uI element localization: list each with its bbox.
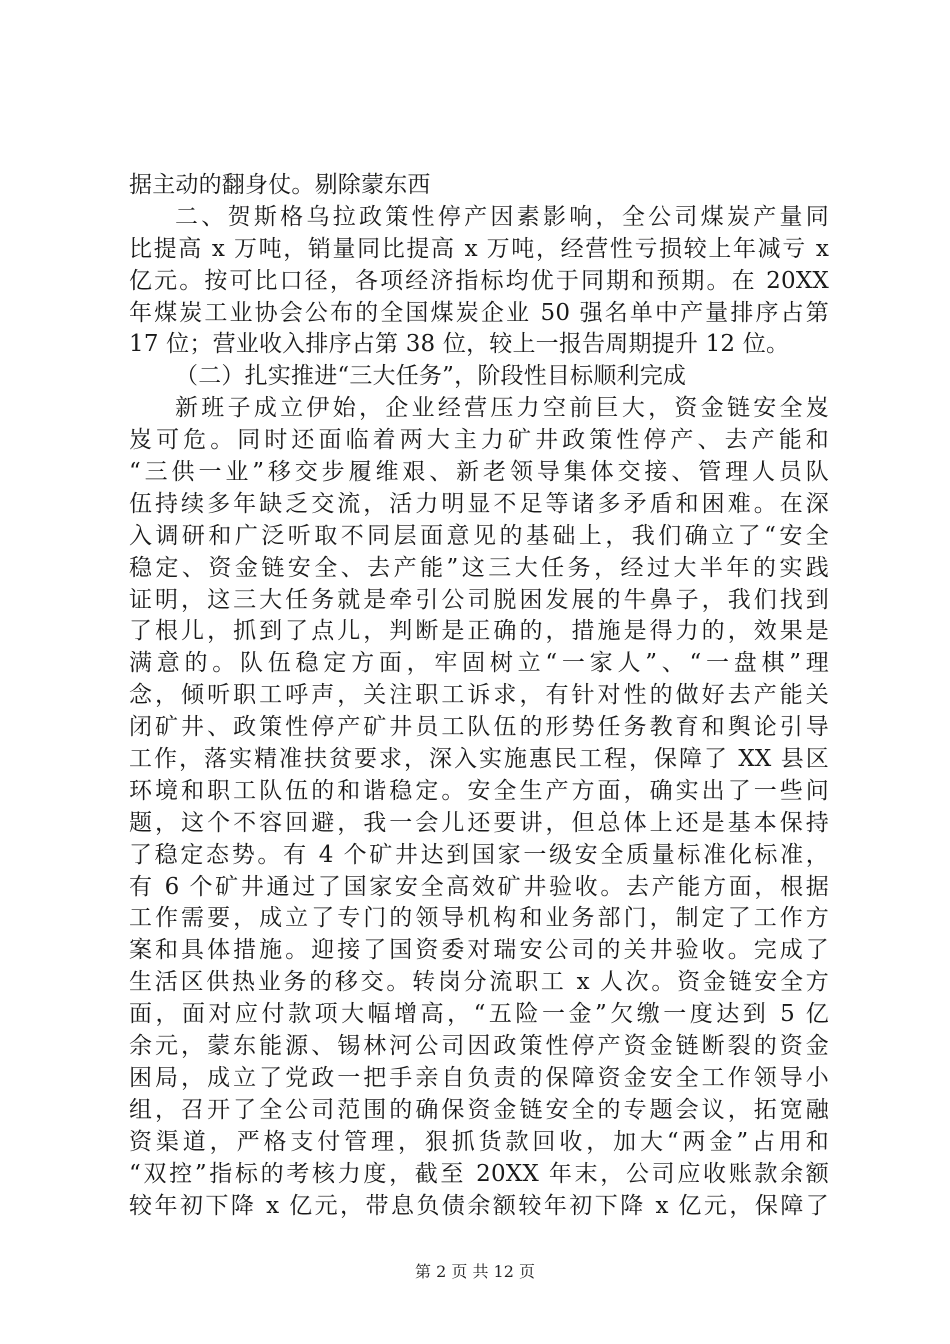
text-line: 据主动的翻身仗。剔除蒙东西 [129, 172, 431, 198]
page-footer: 第 2 页 共 12 页 [415, 1262, 535, 1281]
text-line: 入调研和广泛听取不同层面意见的基础上，我们确立了“安全 [129, 522, 829, 549]
text-line: 面，面对应付款项大幅增高，“五险一金”欠缴一度达到 5 亿 [129, 1001, 829, 1028]
text-line: 较年初下降 x 亿元，带息负债余额较年初下降 x 亿元，保障了 [129, 1192, 829, 1219]
text-line: 资渠道，严格支付管理，狠抓货款回收，加大“两金”占用和 [129, 1128, 829, 1155]
document-body [129, 170, 829, 1222]
text-line: 闭矿井、政策性停产矿井员工队伍的形势任务教育和舆论引导 [129, 714, 829, 741]
text-line: 困局，成立了党政一把手亲自负责的保障资金安全工作领导小 [129, 1064, 829, 1091]
text-line: 环境和职工队伍的和谐稳定。安全生产方面，确实出了一些问 [129, 777, 829, 804]
text-line: 题，这个不容回避，我一会儿还要讲，但总体上还是基本保持 [129, 809, 829, 836]
text-line: 了根儿，抓到了点儿，判断是正确的，措施是得力的，效果是 [129, 618, 829, 645]
text-line: 有 6 个矿井通过了国家安全高效矿井验收。去产能方面，根据 [129, 873, 829, 900]
text-line: 工作需要，成立了专门的领导机构和业务部门，制定了工作方 [129, 905, 829, 932]
text-line: 生活区供热业务的移交。转岗分流职工 x 人次。资金链安全方 [129, 969, 829, 996]
text-line: 了稳定态势。有 4 个矿井达到国家一级安全质量标准化标准， [129, 841, 829, 868]
text-line: 稳定、资金链安全、去产能”这三大任务，经过大半年的实践 [129, 554, 829, 581]
text-line: 二、贺斯格乌拉政策性停产因素影响，全公司煤炭产量同 [175, 203, 829, 230]
text-line: 岌可危。同时还面临着两大主力矿井政策性停产、去产能和 [129, 427, 829, 454]
text-line: （二）扎实推进“三大任务”，阶段性目标顺利完成 [175, 363, 687, 390]
text-line: 亿元。按可比口径，各项经济指标均优于同期和预期。在 20XX [129, 267, 829, 294]
text-line: “双控”指标的考核力度，截至 20XX 年末，公司应收账款余额 [129, 1160, 829, 1187]
text-line: 余元，蒙东能源、锡林河公司因政策性停产资金链断裂的资金 [129, 1033, 829, 1060]
text-line: 证明，这三大任务就是牵引公司脱困发展的牛鼻子，我们找到 [129, 586, 829, 613]
text-line: 新班子成立伊始，企业经营压力空前巨大，资金链安全岌 [175, 395, 829, 422]
text-line: 满意的。队伍稳定方面，牢固树立“一家人”、“一盘棋”理 [129, 650, 829, 677]
text-line: “三供一业”移交步履维艰、新老领导集体交接、管理人员队 [129, 459, 829, 486]
text-line: 年煤炭工业协会公布的全国煤炭企业 50 强名单中产量排序占第 [129, 299, 829, 326]
text-line: 17 位；营业收入排序占第 38 位，较上一报告周期提升 12 位。 [129, 331, 790, 358]
text-line: 比提高 x 万吨，销量同比提高 x 万吨，经营性亏损较上年减亏 x [129, 235, 829, 262]
text-line: 伍持续多年缺乏交流，活力明显不足等诸多矛盾和困难。在深 [129, 490, 829, 517]
text-line: 案和具体措施。迎接了国资委对瑞安公司的关井验收。完成了 [129, 937, 829, 964]
text-line: 组，召开了全公司范围的确保资金链安全的专题会议，拓宽融 [129, 1096, 829, 1123]
text-line: 念，倾听职工呼声，关注职工诉求，有针对性的做好去产能关 [129, 682, 829, 709]
text-line: 工作，落实精准扶贫要求，深入实施惠民工程，保障了 XX 县区 [129, 746, 829, 773]
